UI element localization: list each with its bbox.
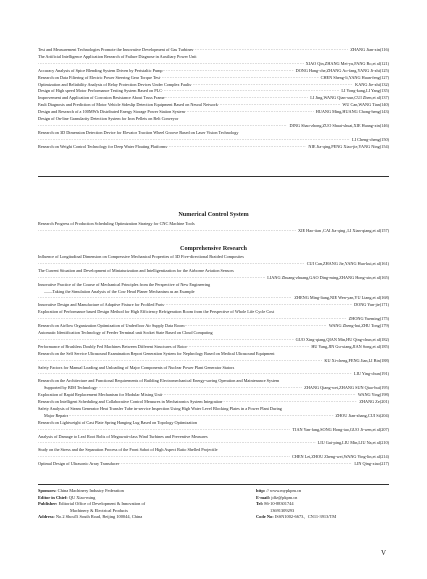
- dot-leader: [191, 82, 353, 89]
- contents-group-3: [38, 254, 389, 468]
- dot-leader: [38, 454, 290, 461]
- contents-entry: [38, 75, 389, 82]
- contents-entry: [38, 406, 389, 420]
- section-divider: [38, 176, 389, 177]
- dot-leader: [38, 337, 294, 344]
- contents-entry: [38, 88, 389, 95]
- section-heading-numerical-control: Numerical Control System: [178, 211, 249, 218]
- entry-authors: LI Cheng-cheng(150): [352, 136, 389, 142]
- dot-leader: [119, 461, 352, 468]
- entry-title: Research on the Architecture and Functional Requirements of Building Electromechanical Energy-saving Operation and Maintenance System: [38, 378, 280, 384]
- entry-title: Research on Lightweight of Cast Plate Spring Hanging Lug Based on Topology Optimization: [38, 419, 197, 425]
- contents-entry: [38, 221, 389, 235]
- entry-line: [38, 337, 389, 344]
- journal-info-value: Editorial Office of Development & Innovation of: [58, 501, 146, 507]
- journal-info-left: [38, 488, 145, 521]
- contents-entry: [38, 365, 389, 379]
- entry-title: Innovative Design and Manufacture of Adaptive Fixture for Profiled Parts: [38, 302, 164, 308]
- journal-info-value: China Machinery Industry Federation: [57, 488, 124, 493]
- entry-authors: GUO Xing-qiang,QIAN Min,HU Qing-chun,et al(182): [295, 336, 389, 342]
- entry-authors: KU Xi-cheng,FENG Jian,LI Bin(188): [324, 357, 389, 363]
- contents-entry: [38, 447, 389, 461]
- contents-entry: [38, 309, 389, 323]
- dot-leader: [165, 95, 309, 102]
- entry-title: Accuracy Analysis of Spice Blending System Driven by Peristaltic Pump: [38, 67, 163, 73]
- dot-leader: [185, 109, 314, 116]
- entry-authors: DONG Hang-che,ZHANG Ao-fang,YANG Ji-zhi(125): [295, 67, 389, 73]
- contents-entry: [38, 95, 389, 102]
- contents-entry: [38, 102, 389, 109]
- entry-authors: DONG Yun-jie(171): [354, 302, 389, 308]
- entry-line: [38, 454, 389, 461]
- journal-info-label: Code No:: [256, 514, 274, 520]
- entry-authors: HUANG Ming,HUANG Chong-heng(143): [315, 109, 389, 115]
- journal-info-value: 13691309293: [270, 507, 295, 513]
- entry-title: Fault Diagnosis and Prediction of Motor Vehicle Sideslip Detection Equipment Based on Neural Network: [38, 102, 218, 108]
- contents-group-2: [38, 221, 389, 235]
- contents-group-1: [38, 47, 389, 151]
- entry-title: Research on Weight Control Technology for Deep Water Floating Platforms: [38, 143, 167, 149]
- entry-line: [38, 88, 389, 95]
- contents-entry: [38, 54, 389, 68]
- journal-info-label: Editor in Chief:: [38, 494, 68, 500]
- contents-entry: [38, 434, 389, 448]
- entry-authors: CHEN Lei,ZHOU Zheng-wei,WANG Ying-lin,et al(214): [292, 454, 389, 460]
- entry-title: Design and Research of a 100MWh Distributed Energy Storage Power Station System: [38, 109, 185, 115]
- journal-info-row: [38, 501, 145, 508]
- entry-authors: XIAO Qin,ZHANG Mei-yu,FANG Bo,et al(121): [305, 60, 389, 66]
- entry-title: Design of On-line Granularity Detection System for Iron Pellets on Belt Conveyor: [38, 116, 179, 122]
- entry-line: [38, 413, 389, 420]
- entry-line: [38, 102, 389, 109]
- entry-authors: ZHANG Qiang-wei,ZHANG SUN Qiao-hui(195): [304, 385, 389, 391]
- entry-authors: ZHOU Jian-zhang,CUI Si(204): [335, 412, 389, 418]
- entry-title: Automatic Identification Technology of Feeder Terminal unit Socket State Based on Cloud Computing: [38, 329, 213, 335]
- entry-line: [38, 371, 389, 378]
- entry-title: Study on the Stress and the Separation Process of the Front Sabot of High Aspect Ratio Shelled Projectile: [38, 447, 218, 453]
- contents-entry: [38, 82, 389, 89]
- entry-title: Performance of Brushless Doubly Fed Machines Between Different Structures of Rotor: [38, 343, 187, 349]
- contents-entry: [38, 323, 389, 330]
- dot-leader: [185, 323, 327, 330]
- contents-entry: [38, 47, 389, 54]
- entry-authors: CUI Can,ZHANG Jie,YANG Hua-kui,et al(161): [306, 260, 389, 266]
- entry-line: [38, 385, 389, 392]
- entry-line: [38, 144, 389, 151]
- entry-title: Design of High speed Motor Performance Testing System Based on PLC: [38, 88, 163, 94]
- entry-subtitle: Major Repairs: [44, 412, 69, 418]
- entry-authors: CHEN Sheng-li,YANG Huan-feng(127): [320, 74, 389, 80]
- journal-info-row: [256, 495, 336, 502]
- entry-title: Influence of Longitudinal Dimension on Compressive Mechanical Properties of 3D Five-directional Braided Composites: [38, 254, 244, 259]
- contents-entry: [38, 392, 389, 399]
- entry-title: Test and Measurement Technologies Promote the Innovative Development of Gas Turbines: [38, 47, 194, 52]
- footer-divider: [38, 484, 389, 485]
- dot-leader: [162, 392, 356, 399]
- journal-info-right: [256, 488, 336, 521]
- dot-leader: [38, 371, 352, 378]
- entry-title: Optimization and Reliability Analysis of Relay Protection Devices Under Complex Faults: [38, 81, 191, 87]
- contents-entry: [38, 254, 389, 268]
- journal-info-row: [256, 508, 336, 515]
- dot-leader: [38, 228, 296, 235]
- entry-title: Research on 3D Dimension Detection Device for Elevator Traction Wheel Groove Based on Laser Vision Technology: [38, 129, 239, 135]
- entry-authors: KANG Jie-zhi(132): [355, 81, 389, 87]
- entry-line: [38, 95, 389, 102]
- entry-title: Analysis of Damage to Leaf Root Bolts of Megawatt-class Wind Turbines and Preventive Measures: [38, 433, 208, 439]
- entry-line: [38, 47, 389, 54]
- entry-line: [38, 392, 389, 399]
- entry-authors: TIAN Yan-fang,SONG Hong-tao,GUO Ji-wen,et al(207): [292, 426, 389, 432]
- dot-leader: [164, 302, 352, 309]
- dot-leader: [38, 427, 290, 434]
- journal-info-label: http:: [256, 488, 266, 493]
- entry-subtitle: Supported by BIM Technology: [44, 385, 97, 391]
- dot-leader: [162, 88, 339, 95]
- journal-info-row: [256, 514, 336, 521]
- journal-info-value: QU Xiao-ming: [68, 494, 96, 500]
- entry-title: The Artificial Intelligence Application Research of Failure Diagnose in Auxiliary Power Unit: [38, 53, 197, 59]
- entry-title: Improvement and Application of Corrosion Resistance About Truss Frame: [38, 95, 165, 101]
- entry-authors: HU Yang,JIN Gu-xiang,JIAN Song,et al(185): [311, 343, 389, 349]
- journal-info-value: Machinery & Electrical Products: [70, 507, 128, 513]
- contents-entry: [38, 399, 389, 406]
- dot-leader: [38, 275, 265, 282]
- entry-authors: LIU Ying-chun(191): [353, 371, 389, 377]
- entry-title: Research on Intelligent Scheduling and Collaborative Control Measures in Mechatronics System Integration: [38, 399, 223, 405]
- contents-entry: [38, 268, 389, 282]
- contents-entry: [38, 130, 389, 144]
- entry-line: [38, 323, 389, 330]
- entry-title: Safety Analysis of Steam Generator Heat Transfer Tube in-service Inspection Using High Water Level Blocking Plates in a Power Plant During: [38, 405, 282, 411]
- contents-entry: [38, 461, 389, 468]
- entry-authors: ZHENG Ming-liang,NIE Wen-yan,YU Liang,et al(168): [294, 295, 389, 301]
- entry-authors: ZHANG Ze(201): [359, 399, 389, 405]
- entry-line: [38, 358, 389, 365]
- entry-title: Exploration of Rapid Replacement Mechanism for Modular Mixing Unit: [38, 392, 162, 398]
- journal-info-label: E-mail:: [256, 494, 271, 500]
- entry-line: [38, 440, 389, 447]
- entry-title: Safety Factors for Manual Loading and Unloading of Major Components of Nuclear Power Plant Generator Stators: [38, 364, 235, 370]
- entry-line: [38, 109, 389, 116]
- contents-entry: [38, 351, 389, 365]
- entry-line: [38, 123, 389, 130]
- entry-authors: NIE Jia-qing,PENG Xiao-jie,YANG Ning(154): [308, 143, 389, 149]
- entry-title: The Current Situation and Development of Miniaturization and Intelligentization for the Airborne Aviation Sensors: [38, 267, 234, 273]
- entry-line: [38, 137, 389, 144]
- journal-info-row: [38, 514, 145, 521]
- entry-line: [38, 75, 389, 82]
- journal-info-value: jdfz@pkpm.cn: [271, 494, 298, 500]
- entry-authors: LIN Qing-xiao(217): [354, 461, 389, 467]
- entry-line: [38, 275, 389, 282]
- contents-entry: [38, 378, 389, 392]
- contents-entry: [38, 68, 389, 75]
- dot-leader: [187, 344, 309, 351]
- dot-leader: [38, 316, 347, 323]
- entry-title: Research on the Self Service Ultrasound Examination Report Generation System for Nephrology Based on Medical Ultrasound Equipment: [38, 350, 275, 356]
- entry-authors: LI Jing,WANG Qian-xun,CUI Zhen,et al(137): [310, 95, 389, 101]
- entry-line: [38, 302, 389, 309]
- contents-entry: [38, 302, 389, 309]
- entry-line: [38, 68, 389, 75]
- entry-authors: WANG Zheng-hui,ZHU Tong(179): [328, 323, 389, 329]
- entry-title: Innovative Practice of the Course of Mechanical Principles from the Perspective of New Engineering: [38, 281, 211, 287]
- dot-leader: [38, 61, 304, 68]
- entry-line: [38, 461, 389, 468]
- entry-title: Exploration of Performance based Design Method for High Efficiency Refrigeration Room from the Perspective of Whole Life Cycle Cost: [38, 309, 275, 315]
- journal-info-value: ISSN1002-6673、CN11-3913/TM: [274, 514, 337, 520]
- entry-authors: LIU Gui-ping,LIU Min,LIU Na,et al(210): [317, 440, 389, 446]
- dot-leader: [38, 261, 305, 268]
- entry-line: [38, 427, 389, 434]
- dot-leader: [38, 137, 350, 144]
- dot-leader: [38, 295, 292, 302]
- entry-line: [38, 228, 389, 235]
- entry-authors: DING Shao-zhong,ZUO Shuai-shuai,XIE Huang-xin(146): [289, 122, 389, 128]
- contents-entry: [38, 420, 389, 434]
- entry-line: [38, 344, 389, 351]
- entry-authors: WANG Ying(198): [357, 392, 389, 398]
- entry-authors: LI Yong-kang,LI Yang(135): [341, 88, 389, 94]
- entry-line: [38, 316, 389, 323]
- entry-authors: LIANG Zhuang-zhuang,GAO Ding-ming,ZHANG Hong-xin,et al(165): [267, 274, 389, 280]
- journal-info-row: [38, 508, 145, 515]
- page-number: V: [381, 549, 387, 557]
- journal-info-value: No.2 ShouTi South Road, Beijing 100044, China: [55, 514, 143, 520]
- journal-info-row: [38, 495, 145, 502]
- dot-leader: [38, 440, 316, 447]
- contents-entry: [38, 144, 389, 151]
- entry-line: [38, 61, 389, 68]
- dot-leader: [160, 75, 319, 82]
- contents-entry: [38, 330, 389, 344]
- journal-info-label: Sponsors:: [38, 488, 57, 493]
- journal-info-label: Tel:: [256, 501, 264, 507]
- section-heading-comprehensive-research: Comprehensive Research: [180, 245, 247, 252]
- dot-leader: [167, 144, 306, 151]
- journal-info-label: Publisher:: [38, 501, 58, 507]
- journal-info-row: [38, 488, 145, 495]
- dot-leader: [38, 358, 322, 365]
- entry-line: [38, 295, 389, 302]
- entry-subtitle: ——Taking the Simulation Analysis of the Cow Head Planer Mechanism as an Example: [44, 288, 195, 294]
- entry-title: Research on Airflow Organization Optimization of Underfloor Air Supply Data Room: [38, 323, 185, 329]
- journal-info-row: [256, 488, 336, 495]
- dot-leader: [38, 123, 287, 130]
- contents-entry: [38, 344, 389, 351]
- journal-info-value: 86-10-88301744: [264, 501, 294, 507]
- entry-authors: XIE Hao-tian ,CAI Jia-qing ,LI Xian-qiang,et al(157): [298, 227, 389, 233]
- contents-entry: [38, 109, 389, 116]
- dot-leader: [193, 47, 348, 54]
- dot-leader: [97, 385, 302, 392]
- journal-info-row: [256, 501, 336, 508]
- entry-title: Research Progress of Production Scheduling Optimization Strategy for CNC Machine Tools: [38, 221, 195, 226]
- dot-leader: [218, 102, 340, 109]
- entry-line: [38, 261, 389, 268]
- contents-entry: [38, 282, 389, 303]
- entry-line: [38, 82, 389, 89]
- entry-authors: ZHONG Yueming(175): [348, 316, 389, 322]
- dot-leader: [222, 399, 357, 406]
- entry-authors: ZHANG Jian-xin(116): [350, 47, 389, 52]
- entry-line: [38, 399, 389, 406]
- dot-leader: [68, 413, 333, 420]
- entry-title: Optimal Design of Ultrasonic Array Transducer: [38, 461, 120, 467]
- contents-entry: [38, 116, 389, 130]
- entry-authors: WU Can,WANG Tian(140): [342, 102, 389, 108]
- entry-title: Research on Data Filtering of Electric Power Steering Gear Torque Test: [38, 74, 160, 80]
- journal-info-value: // www.mypkpm.cn: [266, 488, 302, 493]
- journal-info-label: Address:: [38, 514, 55, 520]
- dot-leader: [163, 68, 294, 75]
